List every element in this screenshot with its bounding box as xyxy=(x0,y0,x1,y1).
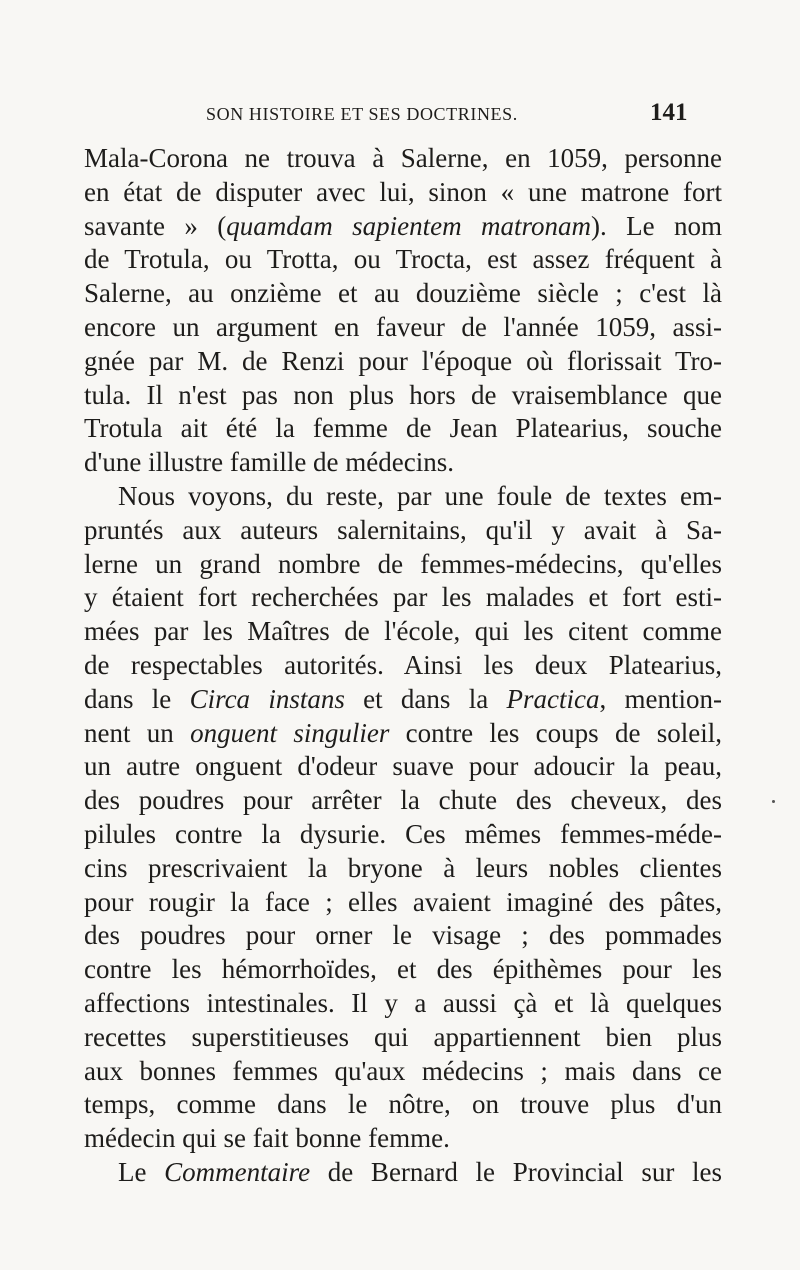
ink-speck xyxy=(772,800,775,803)
text-line: contre les hémorrhoïdes, et des épithèmes pour les xyxy=(84,954,722,985)
text-line: aux bonnes femmes qu'aux médecins ; mais dans ce xyxy=(84,1055,722,1086)
text-line: de Trotula, ou Trotta, ou Trocta, est assez fréquent à xyxy=(84,244,722,275)
italic-phrase: quamdam sapientem matronam xyxy=(226,210,591,241)
text-line: de respectables autorités. Ainsi les deux Platearius, xyxy=(84,649,722,680)
body-text xyxy=(84,142,722,1190)
text-line: un autre onguent d'odeur suave pour adoucir la peau, xyxy=(84,751,722,782)
text-line: y étaient fort recherchées par les malades et fort esti- xyxy=(84,582,722,613)
text-line: gnée par M. de Renzi pour l'époque où florissait Tro- xyxy=(84,345,722,376)
text-line: tula. Il n'est pas non plus hors de vraisemblance que xyxy=(84,379,722,410)
text-line: pour rougir la face ; elles avaient imaginé des pâtes, xyxy=(84,886,722,917)
paragraph-2 xyxy=(84,480,722,1156)
text-line: lerne un grand nombre de femmes-médecins, qu'elles xyxy=(84,548,722,579)
text-line: dans le Circa instans et dans la Practica, mention- xyxy=(84,683,723,714)
text-line: recettes superstitieuses qui appartiennent bien plus xyxy=(84,1021,722,1052)
text-line: pilules contre la dysurie. Ces mêmes femmes-méde- xyxy=(84,818,722,849)
text-line: des poudres pour orner le visage ; des pommades xyxy=(84,920,722,951)
text-line: affections intestinales. Il y a aussi çà et là quelques xyxy=(84,987,722,1018)
italic-phrase: Commentaire xyxy=(164,1156,311,1187)
paragraph-1 xyxy=(84,142,722,480)
text-line: Salerne, au onzième et au douzième siècle ; c'est là xyxy=(84,278,722,309)
text-line: nent un onguent singulier contre les coups de soleil, xyxy=(84,717,722,748)
text-line: d'une illustre famille de médecins. xyxy=(84,447,454,478)
running-head: SON HISTOIRE ET SES DOCTRINES. xyxy=(206,104,518,124)
italic-phrase: Circa instans xyxy=(189,683,345,714)
text-line: mées par les Maîtres de l'école, qui les citent comme xyxy=(84,616,722,647)
paragraph-3 xyxy=(84,1156,722,1190)
text-line: pruntés aux auteurs salernitains, qu'il y avait à Sa- xyxy=(84,514,722,545)
italic-phrase: Practica xyxy=(506,683,600,714)
text-line: temps, comme dans le nôtre, on trouve plus d'un xyxy=(84,1089,722,1120)
page-number: 141 xyxy=(650,99,688,126)
text-line: Mala-Corona ne trouva à Salerne, en 1059, personne xyxy=(84,143,722,173)
text-line: médecin qui se fait bonne femme. xyxy=(84,1123,450,1154)
text-line: cins prescrivaient la bryone à leurs nobles clientes xyxy=(84,852,722,883)
text-line: des poudres pour arrêter la chute des cheveux, des xyxy=(84,785,722,816)
text-line: Nous voyons, du reste, par une foule de textes em- xyxy=(118,480,722,511)
text-line: en état de disputer avec lui, sinon « une matrone fort xyxy=(84,176,722,207)
text-line: savante » (quamdam sapientem matronam). Le nom xyxy=(84,210,722,241)
italic-phrase: onguent singulier xyxy=(190,717,390,748)
text-line: Trotula ait été la femme de Jean Platearius, souche xyxy=(84,413,722,444)
text-line: Le Commentaire de Bernard le Provincial sur les xyxy=(118,1156,722,1187)
text-line: encore un argument en faveur de l'année 1059, assi- xyxy=(84,311,722,342)
